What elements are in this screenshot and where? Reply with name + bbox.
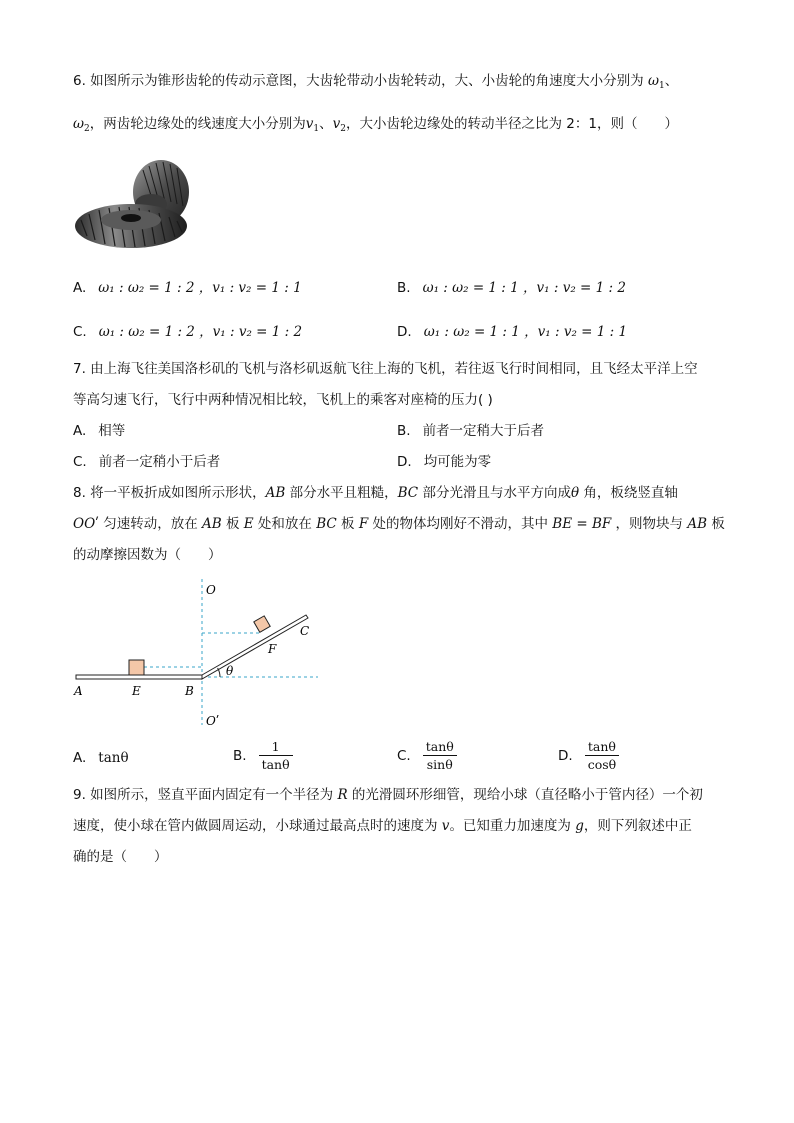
q6-option-c[interactable]: C. ω₁ : ω₂ = 1 : 2 ，v₁ : v₂ = 1 : 2	[73, 324, 303, 340]
label-e: E	[132, 684, 141, 698]
q8-line-1: 8. 将一平板折成如图所示形状，AB 部分水平且粗糙，BC 部分光滑且与水平方向成θ 角，板绕竖直轴	[73, 485, 678, 501]
q8-option-b[interactable]: B. $\frac{1}{\tan\theta}$	[233, 738, 293, 773]
label-o-prime: Oʹ	[206, 714, 220, 728]
q8-option-d[interactable]: D. $\frac{\tan\theta}{\cos\theta}$	[558, 738, 619, 773]
q8-diagram	[70, 575, 330, 735]
label-c: C	[300, 624, 310, 638]
q7-option-d[interactable]: D. 均可能为零	[397, 454, 492, 470]
label-b: B	[185, 684, 194, 698]
q7-option-a[interactable]: A. 相等	[73, 423, 126, 439]
bevel-gear-image	[73, 152, 198, 262]
label-theta: θ	[226, 664, 234, 678]
q6-line-1: 6. 如图所示为锥形齿轮的传动示意图，大齿轮带动小齿轮转动，大、小齿轮的角速度大小分别为 $\omega_1$、	[73, 73, 679, 91]
q6-option-d[interactable]: D. ω₁ : ω₂ = 1 : 1 ，v₁ : v₂ = 1 : 1	[397, 324, 628, 340]
omega-2: $\omega_2$	[73, 116, 90, 134]
q6-option-b[interactable]: B. ω₁ : ω₂ = 1 : 1 ，v₁ : v₂ = 1 : 2	[397, 280, 626, 296]
q7-line-1: 7. 由上海飞往美国洛杉矶的飞机与洛杉矶返航飞往上海的飞机，若往返飞行时间相同，且飞经太平洋上空	[73, 361, 698, 377]
q8-option-c[interactable]: C. $\frac{\tan\theta}{\sin\theta}$	[397, 738, 457, 773]
q9-line-2: 速度，使小球在管内做圆周运动，小球通过最高点时的速度为 v。已知重力加速度为 g，则下列叙述中正	[73, 818, 692, 834]
q8-line-2: OOʹ 匀速转动，放在 AB 板 E 处和放在 BC 板 F 处的物体均刚好不滑动，其中 BE = BF ，则物块与 AB 板	[73, 516, 725, 532]
q6-option-a[interactable]: A. ω₁ : ω₂ = 1 : 2 ，v₁ : v₂ = 1 : 1	[73, 280, 302, 296]
q7-option-b[interactable]: B. 前者一定稍大于后者	[397, 423, 545, 439]
omega-1: $\omega_1$	[647, 73, 665, 91]
label-o: O	[206, 583, 216, 597]
q9-line-3: 确的是（ ）	[73, 849, 168, 865]
q6-line-2: $\omega_2$，两齿轮边缘处的线速度大小分别为$v_1$、$v_2$，大小齿轮边缘处的转动半径之比为 2：1，则（ ）	[73, 116, 678, 134]
q7-option-c[interactable]: C. 前者一定稍小于后者	[73, 454, 221, 470]
label-a: A	[74, 684, 83, 698]
label-f: F	[268, 642, 277, 656]
q8-line-3: 的动摩擦因数为（ ）	[73, 547, 222, 563]
q8-option-a[interactable]: A. tanθ	[73, 750, 129, 766]
q7-line-2: 等高匀速飞行，飞行中两种情况相比较，飞机上的乘客对座椅的压力( )	[73, 392, 493, 408]
q9-line-1: 9. 如图所示，竖直平面内固定有一个半径为 R 的光滑圆环形细管，现给小球（直径略小于管内径）一个初	[73, 787, 703, 803]
